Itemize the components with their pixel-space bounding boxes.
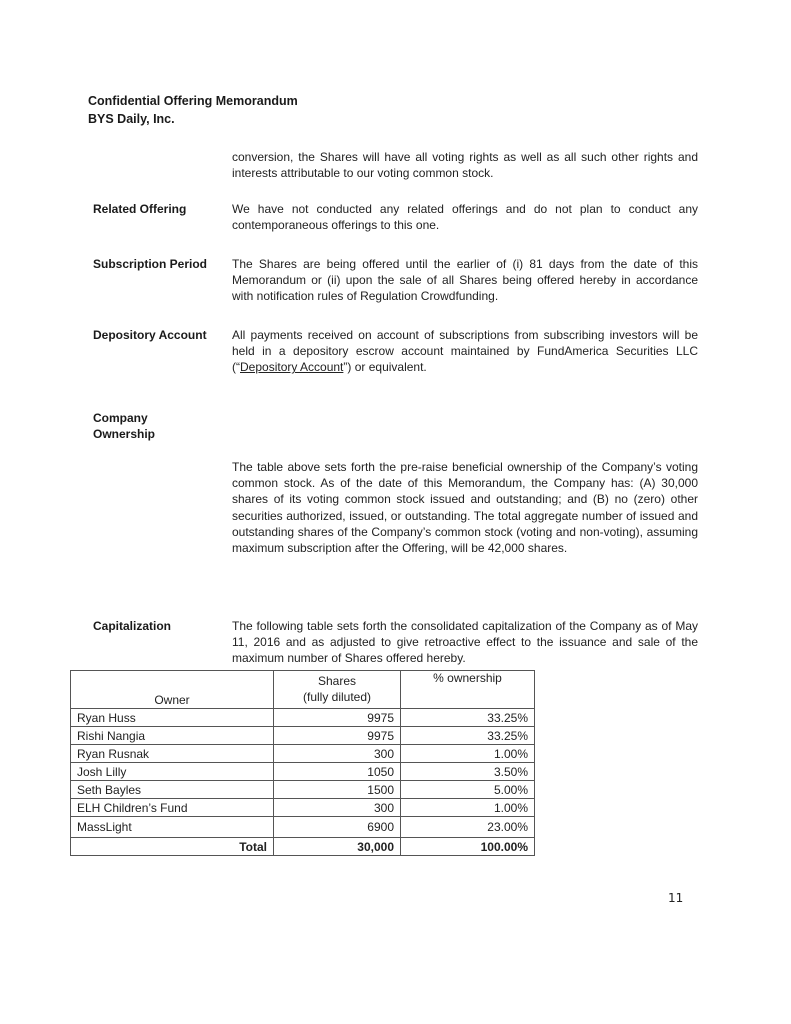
cell-pct: 1.00%: [401, 799, 535, 817]
depository-text-after: ”) or equivalent.: [343, 360, 427, 375]
cell-owner: ELH Children’s Fund: [71, 799, 274, 817]
cell-pct: 23.00%: [401, 817, 535, 838]
table-row: [71, 763, 535, 781]
label-line-1: Company: [93, 411, 148, 425]
company-name: BYS Daily, Inc.: [88, 112, 175, 126]
section-label-subscription-period: Subscription Period: [93, 257, 208, 271]
cell-pct: 33.25%: [401, 709, 535, 727]
cell-shares: 1050: [274, 763, 401, 781]
section-label-capitalization: Capitalization: [93, 619, 172, 633]
company-ownership-text: The table above sets forth the pre-raise beneficial ownership of the Company’s voting common stock. As of the date of this Memorandum, the Company has: (A) 30,000 shares of its voting common stock issued and outstanding; and (B) no (zero) other securities authorized, issued, or outstanding. The total aggregate number of issued and outstanding shares of the Company’s common stock (voting and non-voting), assuming maximum subscription after the Offering, will be 42,000 shares.: [232, 460, 698, 556]
table-row: [71, 817, 535, 838]
cell-shares: 300: [274, 799, 401, 817]
cell-shares: 9975: [274, 727, 401, 745]
header-shares-line2: (fully diluted): [302, 690, 372, 704]
related-offering-text: We have not conducted any related offerings and do not plan to conduct any contemporaneous offerings to this one.: [232, 202, 698, 233]
table-header-row: [71, 671, 535, 709]
header-shares-line1: Shares: [317, 674, 357, 688]
continuation-paragraph: conversion, the Shares will have all voting rights as well as all such other rights and interests attributable to our voting common stock.: [232, 150, 698, 181]
cell-shares: 300: [274, 745, 401, 763]
capitalization-text: The following table sets forth the consolidated capitalization of the Company as of May 11, 2016 and as adjusted to give retroactive effect to the issuance and sale of the maximum number of Shares offered hereby.: [232, 619, 698, 666]
subscription-period-text: The Shares are being offered until the earlier of (i) 81 days from the date of this Memorandum or (ii) upon the sale of all Shares being offered hereby in accordance with notification rules of Regulation Crowdfunding.: [232, 257, 698, 304]
cell-pct: 33.25%: [401, 727, 535, 745]
cell-pct: 5.00%: [401, 781, 535, 799]
cell-owner: Rishi Nangia: [71, 727, 274, 745]
cell-owner: Seth Bayles: [71, 781, 274, 799]
cell-total-pct: 100.00%: [401, 838, 535, 856]
cell-pct: 1.00%: [401, 745, 535, 763]
document-title: Confidential Offering Memorandum: [88, 94, 298, 108]
depository-account-text: [232, 327, 698, 376]
cell-owner: MassLight: [71, 817, 274, 838]
table-row: [71, 745, 535, 763]
depository-text-before: All payments received on account of subscriptions from subscribing investors will be held in a depository escrow account maintained by FundAmerica Securities LLC (“: [232, 328, 698, 375]
defined-term-depository-account: Depository Account: [240, 360, 344, 375]
label-line-2: Ownership: [93, 427, 156, 441]
section-label-depository-account: Depository Account: [93, 328, 207, 342]
cell-pct: 3.50%: [401, 763, 535, 781]
header-ownership: % ownership: [401, 671, 535, 709]
capitalization-table: [70, 670, 535, 856]
page-number: 11: [668, 891, 684, 905]
cell-shares: 1500: [274, 781, 401, 799]
cell-owner: Ryan Rusnak: [71, 745, 274, 763]
cell-owner: Ryan Huss: [71, 709, 274, 727]
table-row: [71, 709, 535, 727]
table-row: [71, 799, 535, 817]
cell-total-label: Total: [71, 838, 274, 856]
table-total-row: [71, 838, 535, 856]
section-label-related-offering: Related Offering: [93, 202, 187, 216]
cell-owner: Josh Lilly: [71, 763, 274, 781]
header-shares: [274, 671, 401, 709]
cell-total-shares: 30,000: [274, 838, 401, 856]
header-owner: Owner: [71, 671, 274, 709]
table-row: [71, 781, 535, 799]
table-row: [71, 727, 535, 745]
cell-shares: 9975: [274, 709, 401, 727]
cell-shares: 6900: [274, 817, 401, 838]
section-label-company-ownership: [93, 410, 155, 442]
